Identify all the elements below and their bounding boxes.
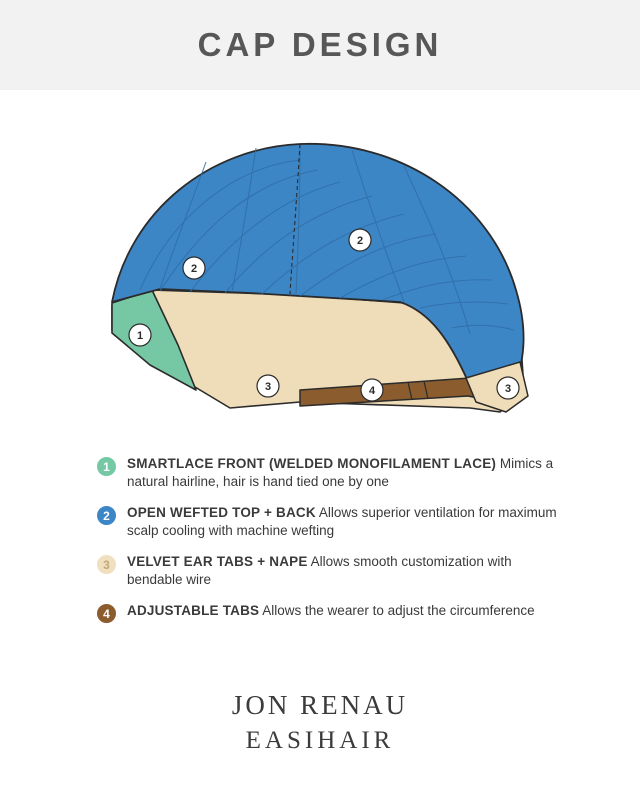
- svg-text:1: 1: [136, 330, 144, 342]
- legend-description-3: Allows smooth customization with bendable wire: [127, 554, 512, 587]
- legend-text-4: [127, 602, 535, 620]
- legend-text-3: [127, 553, 566, 588]
- legend-title-4: ADJUSTABLE TABS: [127, 603, 260, 618]
- legend-list: [96, 455, 566, 638]
- brand-sub-name: EASIHAIR: [245, 727, 395, 754]
- legend-title-1: SMARTLACE FRONT (WELDED MONOFILAMENT LACE): [127, 456, 497, 471]
- legend-badge-4: 4: [96, 603, 117, 624]
- legend-description-1: Mimics a natural hairline, hair is hand tied one by one: [127, 456, 554, 489]
- legend-description-4: Allows the wearer to adjust the circumference: [262, 603, 535, 618]
- svg-text:2: 2: [356, 235, 364, 247]
- brand-footer: [0, 690, 640, 755]
- page-header: [0, 0, 640, 90]
- legend-title-2: OPEN WEFTED TOP + BACK: [127, 505, 316, 520]
- legend-title-3: VELVET EAR TABS + NAPE: [127, 554, 308, 569]
- legend-item: [96, 504, 566, 539]
- svg-text:3: 3: [504, 383, 512, 395]
- legend-item: [96, 455, 566, 490]
- legend-badge-2: 2: [96, 505, 117, 526]
- callout-1: [129, 324, 151, 346]
- legend-description-2: Allows superior ventilation for maximum scalp cooling with machine wefting: [127, 505, 557, 538]
- svg-text:3: 3: [264, 381, 272, 393]
- brand-name: JON RENAU: [231, 690, 409, 720]
- callout-2-left: [183, 257, 205, 279]
- callout-2-center: [349, 229, 371, 251]
- legend-badge-1: 1: [96, 456, 117, 477]
- legend-item: [96, 553, 566, 588]
- legend-text-1: [127, 455, 566, 490]
- callout-4: [361, 379, 383, 401]
- svg-text:4: 4: [368, 385, 376, 397]
- callout-3-back: [497, 377, 519, 399]
- page-title: CAP DESIGN: [197, 26, 443, 63]
- svg-text:2: 2: [190, 263, 198, 275]
- legend-badge-3: 3: [96, 554, 117, 575]
- cap-diagram: [0, 90, 640, 445]
- legend-text-2: [127, 504, 566, 539]
- callout-3-front: [257, 375, 279, 397]
- legend-item: [96, 602, 566, 624]
